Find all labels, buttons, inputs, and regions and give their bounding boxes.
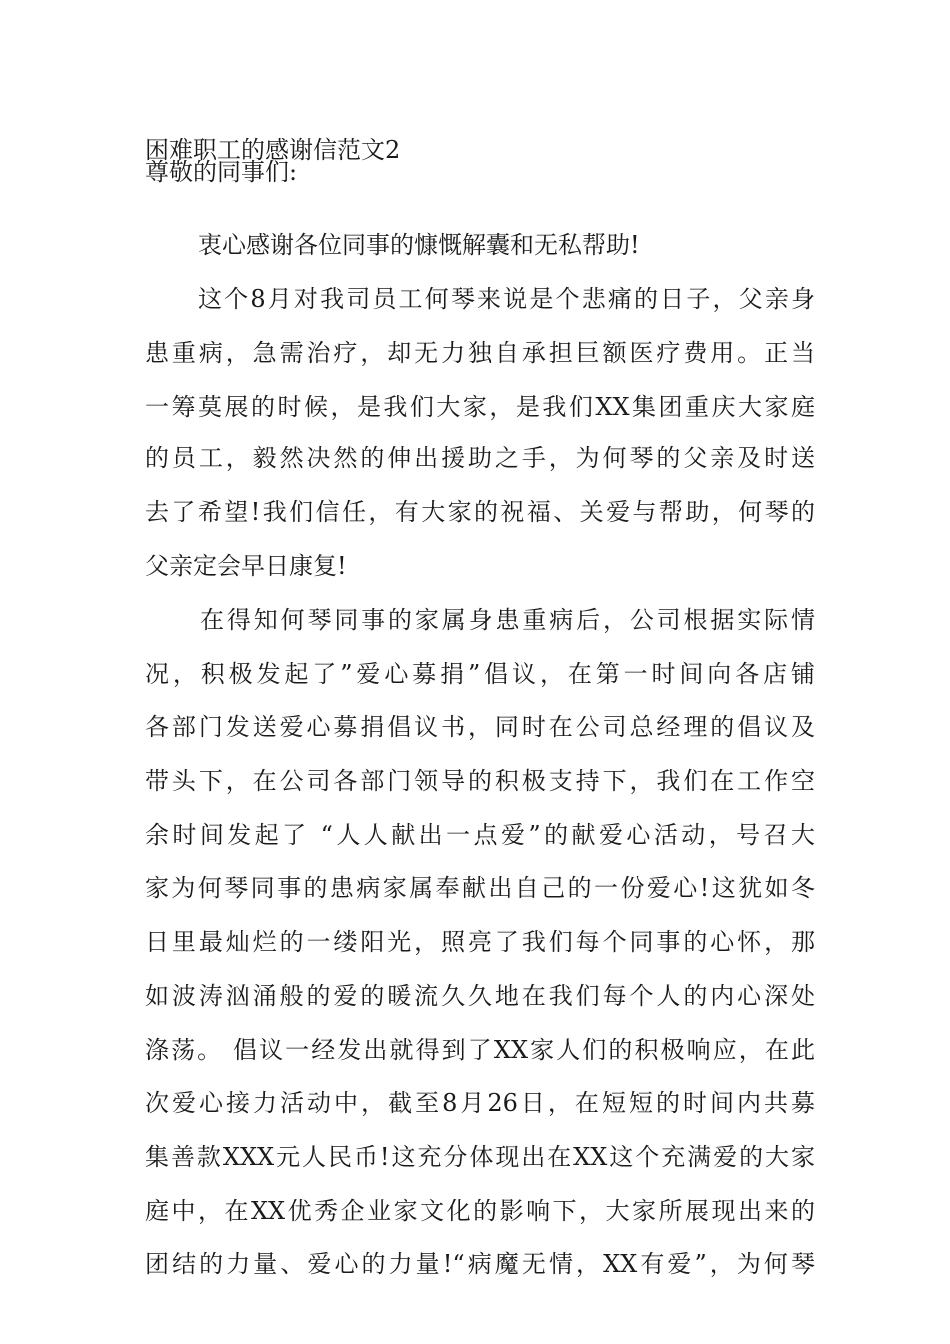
paragraph-line: 余时间发起了 “人人献出一点爱”的献爱心活动，号召大 bbox=[145, 821, 815, 849]
paragraph-line: 这个8月对我司员工何琴来说是个悲痛的日子，父亲身 bbox=[198, 285, 815, 313]
paragraph-line: 的员工，毅然决然的伸出援助之手，为何琴的父亲及时送 bbox=[145, 444, 815, 472]
paragraph-line: 家为何琴同事的患病家属奉献出自己的一份爱心!这犹如冬 bbox=[145, 874, 815, 902]
paragraph-line: 团结的力量、爱心的力量!“病魔无情，XX有爱”，为何琴 bbox=[145, 1250, 815, 1278]
paragraph-line: 衷心感谢各位同事的慷慨解囊和无私帮助! bbox=[198, 231, 640, 259]
paragraph-line: 日里最灿烂的一缕阳光，照亮了我们每个同事的心怀，那 bbox=[145, 928, 815, 956]
document-title: 困难职工的感谢信范文2 bbox=[145, 136, 401, 164]
salutation: 尊敬的同事们: bbox=[145, 158, 298, 186]
paragraph-line: 去了希望!我们信任，有大家的祝福、关爱与帮助，何琴的 bbox=[145, 498, 815, 526]
paragraph-line: 带头下，在公司各部门领导的积极支持下，我们在工作空 bbox=[145, 767, 815, 795]
paragraph-line: 涤荡。 倡议一经发出就得到了XX家人们的积极响应，在此 bbox=[145, 1036, 815, 1064]
paragraph-line: 集善款XXX元人民币!这充分体现出在XX这个充满爱的大家 bbox=[145, 1143, 815, 1171]
paragraph-line: 父亲定会早日康复! bbox=[145, 552, 347, 580]
paragraph-line: 况，积极发起了”爱心募捐”倡议，在第一时间向各店铺 bbox=[145, 660, 815, 688]
paragraph-line: 患重病，急需治疗，却无力独自承担巨额医疗费用。正当 bbox=[145, 339, 815, 367]
paragraph-line: 如波涛汹涌般的爱的暖流久久地在我们每个人的内心深处 bbox=[145, 982, 815, 1010]
paragraph-line: 各部门发送爱心募捐倡议书，同时在公司总经理的倡议及 bbox=[145, 713, 815, 741]
paragraph-line: 庭中，在XX优秀企业家文化的影响下，大家所展现出来的 bbox=[145, 1197, 815, 1225]
paragraph-line: 次爱心接力活动中，截至8月26日，在短短的时间内共募 bbox=[145, 1089, 815, 1117]
paragraph-line: 在得知何琴同事的家属身患重病后，公司根据实际情 bbox=[200, 606, 815, 634]
paragraph-line: 一筹莫展的时候，是我们大家，是我们XX集团重庆大家庭 bbox=[145, 393, 815, 421]
